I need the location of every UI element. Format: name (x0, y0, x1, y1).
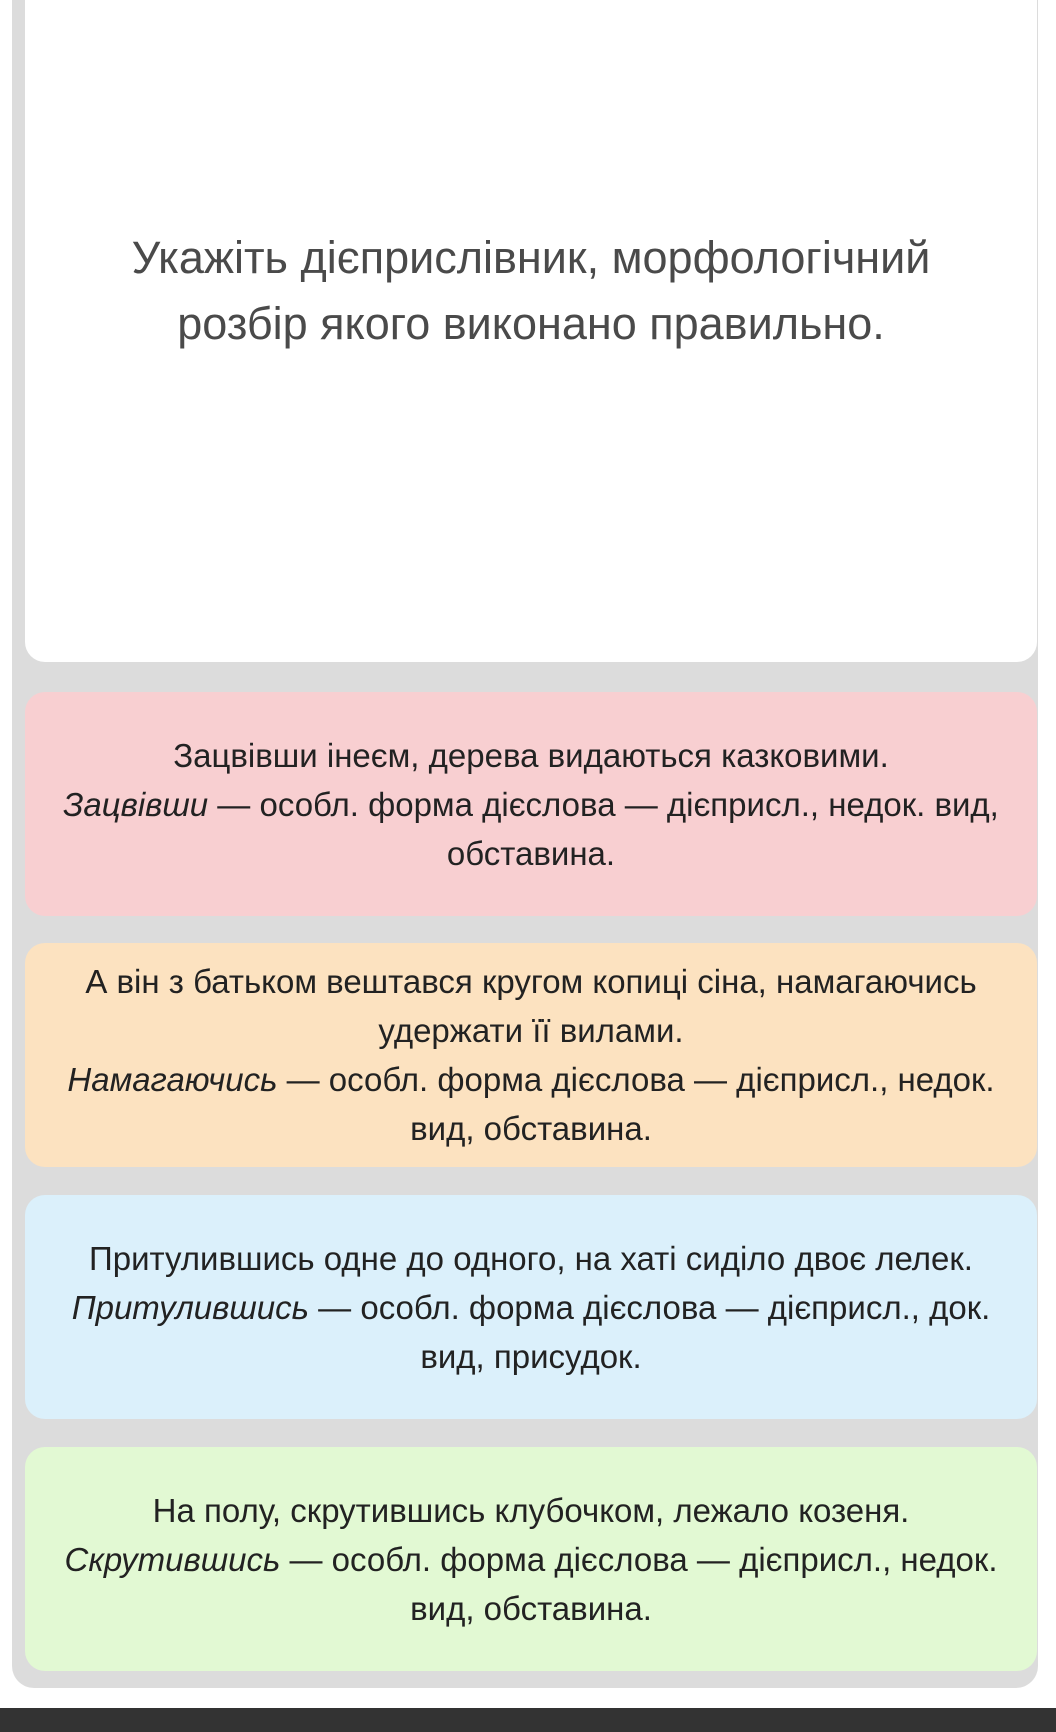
answer-option-2[interactable] (25, 943, 1037, 1167)
answer-analysis: — особл. форма дієслова — дієприсл., недок. вид, обставина. (277, 1061, 995, 1147)
answer-sentence: Притулившись одне до одного, на хаті сиділо двоє лелек. (89, 1239, 973, 1277)
answer-sentence: А він з батьком вештався кругом копиці сіна, намагаючись удержати її вилами. (85, 963, 977, 1049)
answer-analysis-line (43, 1055, 1019, 1153)
question-card (25, 0, 1037, 662)
answer-option-4[interactable] (25, 1447, 1037, 1671)
answer-analysis-line (43, 780, 1019, 878)
answer-analysis-line (43, 1535, 1019, 1633)
bottom-bar (0, 1708, 1056, 1732)
question-text: Укажіть дієприслівник, морфологічний розбір якого виконано правильно. (131, 232, 931, 349)
answer-analysis: — особл. форма дієслова — дієприсл., недок. вид, обставина. (208, 785, 999, 872)
answer-sentence: Зацвівши інеєм, дерева видаються казковими. (173, 736, 889, 774)
answer-term: Зацвівши (63, 785, 209, 823)
answer-term: Намагаючись (67, 1061, 278, 1098)
answer-analysis: — особл. форма дієслова — дієприсл., недок. вид, обставина. (280, 1540, 998, 1627)
answer-analysis-line (43, 1283, 1019, 1381)
answer-option-1[interactable] (25, 692, 1037, 916)
answer-analysis: — особл. форма дієслова — дієприсл., док. вид, присудок. (309, 1288, 991, 1375)
answer-term: Притулившись (71, 1288, 309, 1326)
answer-option-3[interactable] (25, 1195, 1037, 1419)
answer-term: Скрутившись (64, 1540, 281, 1578)
answer-sentence: На полу, скрутившись клубочком, лежало козеня. (152, 1491, 910, 1529)
quiz-panel (12, 0, 1038, 1688)
